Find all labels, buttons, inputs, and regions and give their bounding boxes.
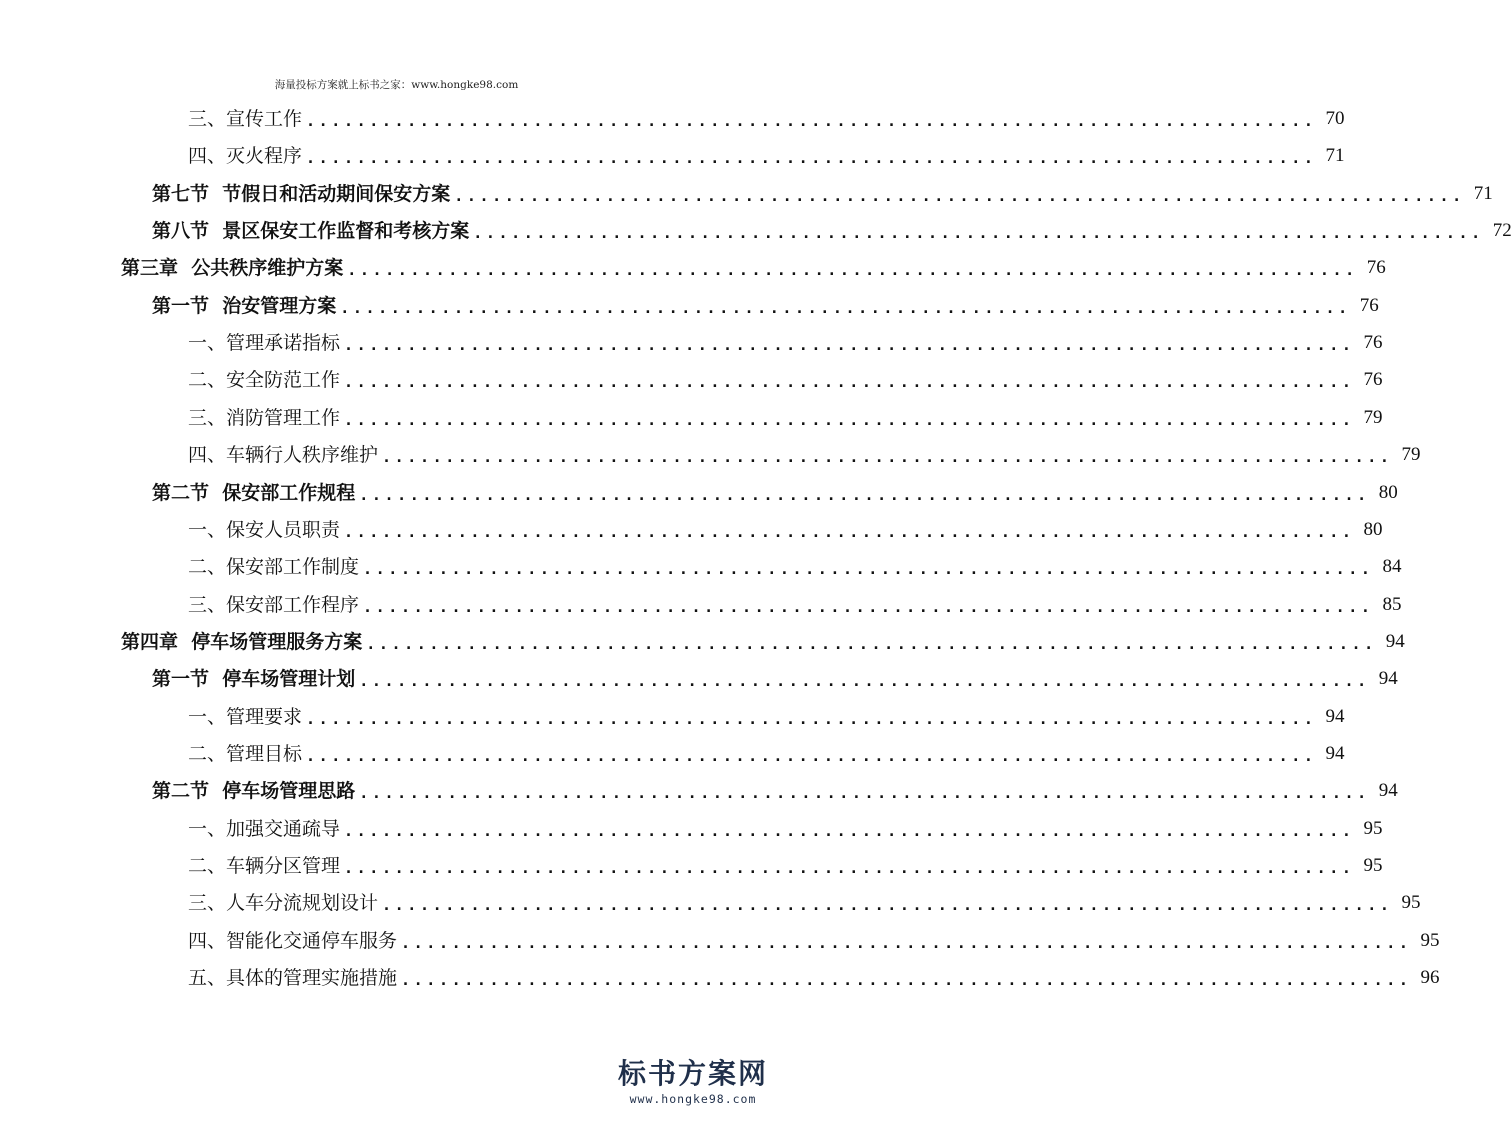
- toc-entry-label: [188, 848, 340, 884]
- watermark-url: www.hongke98.com: [629, 1092, 757, 1106]
- toc-entry-number: 五: [188, 967, 208, 990]
- toc-entry-number: 三: [188, 593, 208, 616]
- toc-entry-separator: [209, 668, 222, 690]
- toc-entry-number: 三: [188, 892, 208, 915]
- toc-entry-page-number: 72: [1492, 220, 1512, 242]
- toc-entry-leader-dots: ................................................................................: [344, 336, 1355, 355]
- toc-entry-title: 保安部工作程序: [226, 593, 360, 616]
- toc-entry-page-number: 95: [1420, 929, 1440, 951]
- toc-entry-label: [188, 587, 359, 623]
- toc-entry-separator: 、: [207, 332, 227, 355]
- toc-entry[interactable]: [188, 811, 1383, 847]
- toc-entry-page-number: 94: [1378, 668, 1398, 690]
- toc-entry-label: [152, 475, 355, 511]
- toc-entry-leader-dots: ................................................................................: [344, 373, 1355, 392]
- toc-entry-title: 公共秩序维护方案: [191, 257, 344, 280]
- toc-entry[interactable]: [188, 400, 1383, 436]
- toc-entry-number: 第四章: [121, 630, 179, 653]
- toc-entry-number: 第一节: [152, 294, 210, 317]
- toc-entry-separator: 、: [207, 855, 227, 877]
- toc-entry-title: 车辆行人秩序维护: [226, 444, 379, 467]
- toc-entry-page-number: 96: [1420, 967, 1440, 989]
- toc-entry-label: [188, 960, 397, 996]
- toc-entry-page-number: 79: [1363, 406, 1383, 428]
- toc-entry[interactable]: [188, 736, 1345, 772]
- toc-entry-number: 第三章: [121, 257, 179, 280]
- toc-entry-label: [188, 885, 378, 921]
- toc-entry-number: 一: [188, 518, 208, 541]
- toc-entry-label: [188, 811, 340, 847]
- toc-entry-leader-dots: ................................................................................: [347, 261, 1358, 280]
- toc-entry-label: [188, 549, 359, 585]
- toc-entry-leader-dots: ................................................................................: [344, 859, 1355, 877]
- toc-entry-title: 保安部工作规程: [222, 481, 356, 504]
- toc-entry-label: [188, 699, 302, 735]
- toc-entry[interactable]: [152, 661, 1398, 697]
- toc-entry[interactable]: [152, 288, 1379, 324]
- watermark-logo: [613, 1058, 773, 1106]
- toc-entry-separator: 、: [207, 892, 227, 915]
- toc-entry-leader-dots: ................................................................................: [306, 709, 1317, 728]
- toc-entry-separator: 、: [207, 593, 227, 616]
- toc-entry-page-number: 80: [1378, 481, 1398, 503]
- toc-entry[interactable]: [188, 848, 1383, 884]
- toc-entry-page-number: 84: [1382, 556, 1402, 578]
- toc-entry-title: 管理目标: [226, 742, 303, 765]
- toc-entry[interactable]: [188, 587, 1402, 623]
- toc-entry-separator: [209, 482, 222, 504]
- toc-entry-title: 安全防范工作: [226, 369, 341, 392]
- toc-entry-leader-dots: ................................................................................: [454, 186, 1465, 205]
- toc-entry-label: [152, 176, 450, 212]
- toc-entry-title: 景区保安工作监督和考核方案: [222, 220, 470, 243]
- toc-entry-number: 四: [188, 145, 208, 168]
- toc-entry-leader-dots: ................................................................................: [306, 149, 1317, 168]
- toc-entry-number: 四: [188, 444, 208, 467]
- toc-entry-separator: 、: [207, 369, 227, 392]
- toc-entry-label: [188, 512, 340, 548]
- page-header: 海量投标方案就上标书之家：www.hongke98.com: [274, 79, 519, 91]
- toc-entry-title: 宣传工作: [226, 108, 303, 130]
- toc-entry[interactable]: [152, 213, 1512, 249]
- toc-entry-leader-dots: ................................................................................: [401, 933, 1412, 952]
- toc-entry-number: 三: [188, 108, 208, 130]
- toc-entry-number: 一: [188, 332, 208, 355]
- toc-entry-leader-dots: ................................................................................: [382, 896, 1393, 915]
- toc-entry-separator: 、: [207, 556, 227, 579]
- toc-entry-title: 具体的管理实施措施: [226, 967, 398, 990]
- toc-entry-label: [152, 288, 336, 324]
- toc-entry-separator: 、: [207, 967, 227, 990]
- toc-entry[interactable]: [188, 101, 1345, 137]
- toc-entry-title: 停车场管理思路: [222, 780, 356, 803]
- toc-entry-leader-dots: ................................................................................: [340, 298, 1351, 317]
- toc-entry[interactable]: [188, 923, 1440, 959]
- toc-entry-title: 加强交通疏导: [226, 817, 341, 840]
- toc-entry-page-number: 76: [1359, 294, 1379, 316]
- toc-entry-page-number: 95: [1401, 892, 1421, 914]
- toc-entry-leader-dots: ................................................................................: [306, 112, 1317, 130]
- toc-entry[interactable]: [152, 475, 1398, 511]
- toc-entry-number: 第八节: [152, 220, 210, 243]
- toc-entry-leader-dots: ................................................................................: [359, 784, 1370, 803]
- toc-entry[interactable]: [152, 773, 1398, 809]
- watermark-logo-text: 标书方案网: [617, 1057, 768, 1090]
- toc-entry-leader-dots: ................................................................................: [344, 522, 1355, 541]
- toc-entry[interactable]: [188, 512, 1383, 548]
- toc-entry-number: 第二节: [152, 780, 210, 803]
- toc-entry-separator: 、: [207, 929, 227, 952]
- toc-entry-page-number: 94: [1378, 780, 1398, 802]
- toc-entry-label: [188, 437, 378, 473]
- toc-entry-title: 管理要求: [226, 705, 303, 728]
- toc-entry-label: [188, 325, 340, 361]
- toc-entry-title: 管理承诺指标: [226, 332, 341, 355]
- toc-entry[interactable]: [188, 549, 1402, 585]
- toc-entry-number: 二: [188, 855, 208, 877]
- toc-entry-label: [188, 362, 340, 398]
- toc-entry-page-number: 71: [1473, 182, 1493, 204]
- toc-entry-page-number: 94: [1385, 630, 1405, 652]
- toc-entry-title: 停车场管理服务方案: [191, 630, 363, 653]
- toc-entry-leader-dots: ................................................................................: [363, 597, 1374, 616]
- toc-entry-page-number: 95: [1363, 855, 1383, 876]
- toc-entry[interactable]: [188, 885, 1421, 921]
- toc-entry-page-number: 95: [1363, 817, 1383, 839]
- toc-entry-number: 一: [188, 817, 208, 840]
- toc-entry-separator: [209, 780, 222, 802]
- toc-entry-leader-dots: ................................................................................: [344, 410, 1355, 429]
- toc-entry-page-number: 70: [1325, 108, 1345, 129]
- toc-entry-page-number: 71: [1325, 145, 1345, 167]
- toc-entry-label: [121, 250, 343, 286]
- toc-entry-title: 保安部工作制度: [226, 556, 360, 579]
- toc-entry[interactable]: [188, 362, 1383, 398]
- toc-entry-leader-dots: ................................................................................: [306, 746, 1317, 765]
- toc-entry-page-number: 80: [1363, 518, 1383, 540]
- toc-entry-number: 二: [188, 742, 208, 765]
- toc-entry-page-number: 85: [1382, 593, 1402, 615]
- toc-entry-page-number: 76: [1363, 332, 1383, 354]
- toc-entry-number: 四: [188, 929, 208, 952]
- toc-entry-label: [188, 400, 340, 436]
- toc-entry[interactable]: [152, 176, 1493, 212]
- toc-entry[interactable]: [121, 250, 1386, 286]
- toc-entry-label: [188, 736, 302, 772]
- toc-entry-number: 二: [188, 556, 208, 579]
- toc-entry-separator: 、: [207, 817, 227, 840]
- toc-entry-leader-dots: ................................................................................: [359, 485, 1370, 504]
- toc-entry-separator: [178, 257, 191, 279]
- toc-entry-title: 车辆分区管理: [226, 855, 341, 877]
- toc-entry-label: [121, 624, 362, 660]
- toc-entry-leader-dots: ................................................................................: [344, 821, 1355, 840]
- toc-entry-leader-dots: ................................................................................: [382, 448, 1393, 467]
- toc-entry-separator: 、: [207, 406, 227, 429]
- toc-entry-label: [188, 138, 302, 174]
- toc-entry-title: 消防管理工作: [226, 406, 341, 429]
- toc-entry-leader-dots: ................................................................................: [401, 971, 1412, 990]
- toc-entry-number: 第二节: [152, 481, 210, 504]
- toc-entry-number: 三: [188, 406, 208, 429]
- toc-entry-label: [152, 213, 469, 249]
- toc-entry-label: [188, 101, 302, 137]
- toc-entry-title: 智能化交通停车服务: [226, 929, 398, 952]
- toc-entry-label: [152, 773, 355, 809]
- toc-entry-title: 人车分流规划设计: [226, 892, 379, 915]
- toc-entry-separator: 、: [207, 742, 227, 765]
- toc-entry-number: 一: [188, 705, 208, 728]
- toc-entry-page-number: 76: [1366, 257, 1386, 279]
- toc-entry-separator: [209, 295, 222, 317]
- toc-entry-separator: 、: [207, 518, 227, 541]
- toc-entry-separator: [209, 220, 222, 242]
- toc-entry-title: 治安管理方案: [222, 294, 337, 317]
- toc-entry-label: [152, 661, 355, 697]
- toc-entry-leader-dots: ................................................................................: [366, 634, 1377, 653]
- toc-entry-title: 灭火程序: [226, 145, 303, 168]
- toc-entry-separator: 、: [207, 444, 227, 467]
- toc-entry-page-number: 79: [1401, 444, 1421, 466]
- toc-entry[interactable]: [188, 325, 1383, 361]
- toc-entry-page-number: 94: [1325, 705, 1345, 727]
- toc-entry-number: 二: [188, 369, 208, 392]
- toc-entry-number: 第七节: [152, 182, 210, 205]
- toc-entry-leader-dots: ................................................................................: [363, 560, 1374, 579]
- toc-entry-title: 停车场管理计划: [222, 668, 356, 691]
- toc-entry-separator: 、: [207, 705, 227, 728]
- toc-entry-label: [188, 923, 397, 959]
- toc-entry-leader-dots: ................................................................................: [359, 672, 1370, 691]
- toc-entry-separator: [209, 183, 222, 205]
- toc-entry-separator: [178, 631, 191, 653]
- toc-entry[interactable]: [188, 437, 1421, 473]
- toc-entry-title: 保安人员职责: [226, 518, 341, 541]
- toc-entry[interactable]: [188, 960, 1440, 996]
- toc-entry[interactable]: [121, 624, 1405, 660]
- toc-entry-page-number: 94: [1325, 742, 1345, 764]
- toc-entry[interactable]: [188, 138, 1345, 174]
- toc-entry-separator: 、: [207, 108, 227, 130]
- toc-entry[interactable]: [188, 699, 1345, 735]
- toc-entry-leader-dots: ................................................................................: [473, 224, 1484, 243]
- toc-entry-page-number: 76: [1363, 369, 1383, 391]
- toc-entry-separator: 、: [207, 145, 227, 168]
- toc-entry-number: 第一节: [152, 668, 210, 691]
- toc-entry-title: 节假日和活动期间保安方案: [222, 182, 451, 205]
